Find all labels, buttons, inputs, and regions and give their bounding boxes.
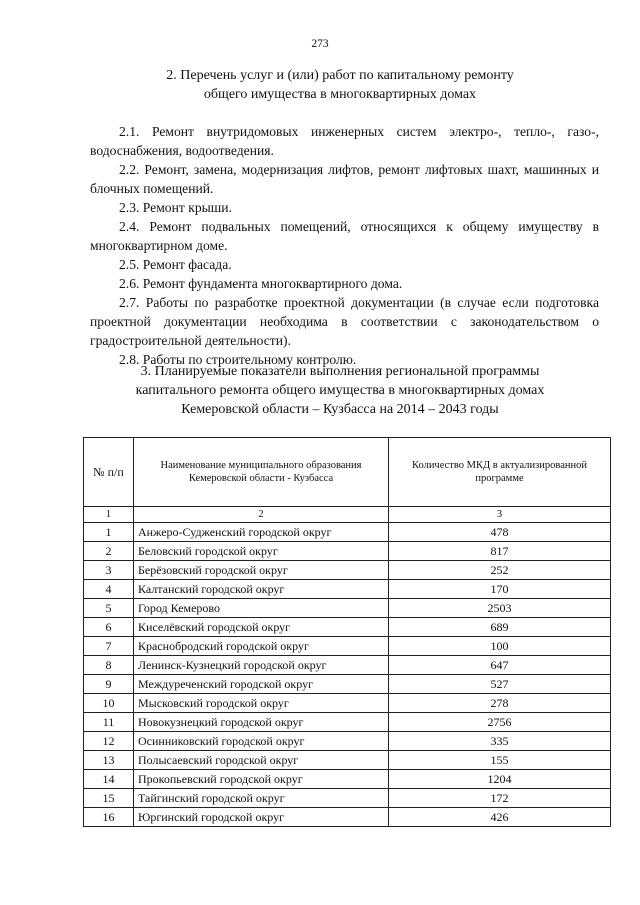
municipality-name: Новокузнецкий городской округ (134, 713, 389, 732)
table-row (84, 580, 611, 599)
table-row (84, 732, 611, 751)
row-number: 13 (84, 751, 134, 770)
services-list (90, 122, 599, 369)
row-number: 14 (84, 770, 134, 789)
index-cell: 3 (389, 507, 611, 523)
table-row (84, 523, 611, 542)
municipality-name: Анжеро-Судженский городской округ (134, 523, 389, 542)
municipality-name: Киселёвский городской округ (134, 618, 389, 637)
table-row (84, 675, 611, 694)
municipality-name: Ленинск-Кузнецкий городской округ (134, 656, 389, 675)
list-item: 2.3. Ремонт крыши. (119, 200, 232, 215)
table-row (84, 694, 611, 713)
mkd-count: 817 (389, 542, 611, 561)
mkd-count: 172 (389, 789, 611, 808)
mkd-count: 478 (389, 523, 611, 542)
section-3-title (40, 362, 640, 419)
municipality-name: Беловский городской округ (134, 542, 389, 561)
table-index-row (84, 507, 611, 523)
municipality-name: Мысковский городской округ (134, 694, 389, 713)
municipality-name: Краснобродский городской округ (134, 637, 389, 656)
mkd-count: 647 (389, 656, 611, 675)
header-number: № п/п (84, 438, 134, 507)
table-row (84, 637, 611, 656)
mkd-count: 426 (389, 808, 611, 827)
list-item: 2.4. Ремонт подвальных помещений, относящихся к общему имуществу в многоквартирном доме. (90, 219, 599, 253)
section-2-title (40, 66, 640, 104)
row-number: 16 (84, 808, 134, 827)
header-municipality: Наименование муниципального образования Кемеровской области - Кузбасса (134, 438, 389, 507)
row-number: 6 (84, 618, 134, 637)
list-item: 2.5. Ремонт фасада. (119, 257, 232, 272)
mkd-count: 1204 (389, 770, 611, 789)
table-row (84, 599, 611, 618)
section-2-title-line-1: 2. Перечень услуг и (или) работ по капитальному ремонту (166, 68, 514, 83)
mkd-count: 155 (389, 751, 611, 770)
section-3-title-line-1: 3. Планируемые показатели выполнения региональной программы (140, 364, 540, 379)
row-number: 10 (84, 694, 134, 713)
list-item: 2.6. Ремонт фундамента многоквартирного дома. (119, 276, 403, 291)
index-cell: 1 (84, 507, 134, 523)
page-number: 273 (311, 38, 329, 50)
row-number: 3 (84, 561, 134, 580)
municipality-name: Город Кемерово (134, 599, 389, 618)
table-row (84, 542, 611, 561)
municipality-name: Тайгинский городской округ (134, 789, 389, 808)
table-row (84, 751, 611, 770)
row-number: 12 (84, 732, 134, 751)
mkd-count: 278 (389, 694, 611, 713)
list-item: 2.8. Работы по строительному контролю. (119, 352, 357, 367)
mkd-count: 2503 (389, 599, 611, 618)
mkd-count: 527 (389, 675, 611, 694)
row-number: 9 (84, 675, 134, 694)
table-row (84, 770, 611, 789)
section-3-title-line-3: Кемеровской области – Кузбасса на 2014 – 2043 годы (181, 402, 499, 417)
row-number: 11 (84, 713, 134, 732)
list-item: 2.7. Работы по разработке проектной документации (в случае если подготовка проектной документации необходима в соответствии с законодательством о градостроительной деятельности). (90, 295, 599, 348)
municipality-name: Междуреченский городской округ (134, 675, 389, 694)
table-row (84, 713, 611, 732)
section-2-title-line-2: общего имущества в многоквартирных домах (203, 87, 477, 102)
municipality-name: Юргинский городской округ (134, 808, 389, 827)
header-count: Количество МКД в актуализированной программе (389, 438, 611, 507)
row-number: 7 (84, 637, 134, 656)
row-number: 1 (84, 523, 134, 542)
row-number: 4 (84, 580, 134, 599)
municipality-name: Берёзовский городской округ (134, 561, 389, 580)
mkd-count: 100 (389, 637, 611, 656)
municipality-name: Полысаевский городской округ (134, 751, 389, 770)
table-row (84, 789, 611, 808)
mkd-count: 689 (389, 618, 611, 637)
municipality-name: Калтанский городской округ (134, 580, 389, 599)
municipality-name: Осинниковский городской округ (134, 732, 389, 751)
indicators-table (83, 437, 611, 827)
table-row (84, 618, 611, 637)
section-3-title-line-2: капитального ремонта общего имущества в многоквартирных домах (135, 383, 545, 398)
table-row (84, 656, 611, 675)
index-cell: 2 (134, 507, 389, 523)
mkd-count: 170 (389, 580, 611, 599)
mkd-count: 2756 (389, 713, 611, 732)
table-row (84, 808, 611, 827)
municipality-name: Прокопьевский городской округ (134, 770, 389, 789)
table-header-row (84, 438, 611, 507)
row-number: 8 (84, 656, 134, 675)
mkd-count: 335 (389, 732, 611, 751)
list-item: 2.2. Ремонт, замена, модернизация лифтов, ремонт лифтовых шахт, машинных и блочных помещений. (90, 162, 599, 196)
table-row (84, 561, 611, 580)
row-number: 5 (84, 599, 134, 618)
mkd-count: 252 (389, 561, 611, 580)
row-number: 15 (84, 789, 134, 808)
row-number: 2 (84, 542, 134, 561)
list-item: 2.1. Ремонт внутридомовых инженерных систем электро-, тепло-, газо-, водоснабжения, водоотведения. (90, 124, 599, 158)
